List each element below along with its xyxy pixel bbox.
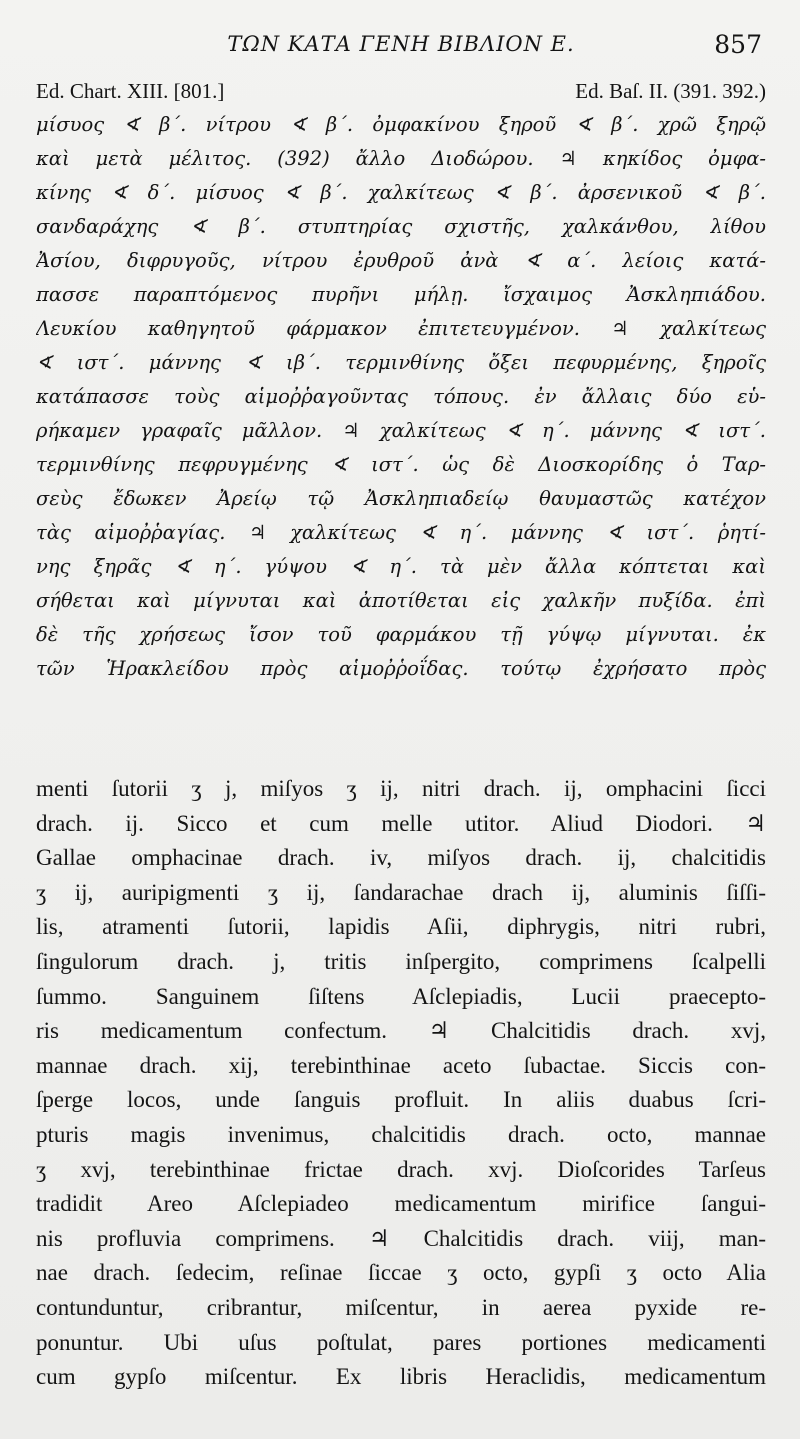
greek-text-line: σανδαράχης ∢ β΄. στυπτηρίας σχιστῆς, χαλκάνθου, λίθου <box>36 215 766 238</box>
latin-text-line: menti ſutorii ʒ j, miſyos ʒ ij, nitri drach. ij, omphacini ſicci <box>36 776 766 801</box>
greek-text-line: σήθεται καὶ μίγνυται καὶ ἀποτίθεται εἰς χαλκῆν πυξίδα. ἐπὶ <box>36 589 766 612</box>
greek-text-line: τῶν Ἡρακλείδου πρὸς αἱμοῤῥοΐδας. τούτῳ ἐχρήσατο πρὸς <box>36 657 766 680</box>
greek-text-block <box>36 108 766 686</box>
latin-text-line: ſperge locos, unde ſanguis profluit. In aliis duabus ſcri- <box>36 1087 766 1113</box>
greek-text-line: τὰς αἱμοῤῥαγίας. ♃ χαλκίτεως ∢ η΄. μάννης ∢ ιστ΄. ῥητί- <box>36 521 766 544</box>
greek-text-line: Ἀσίου, διφρυγοῦς, νίτρου ἐρυθροῦ ἀνὰ ∢ α΄. λείοις κατά- <box>36 249 766 272</box>
latin-text-line: ris medicamentum confectum. ♃ Chalcitidis drach. xvj, <box>36 1018 766 1044</box>
greek-text-line: τερμινθίνης πεφρυγμένης ∢ ιστ΄. ὡς δὲ Διοσκορίδης ὁ Ταρ- <box>36 453 766 476</box>
greek-text-line: καὶ μετὰ μέλιτος. (392) ἄλλο Διοδώρου. ♃ κηκίδος ὀμφα- <box>36 147 766 170</box>
greek-text-line: πασσε παραπτόμενος πυρῆνι μήλῃ. ἴσχαιμος Ἀσκληπιάδου. <box>36 283 766 306</box>
greek-text-line: κίνης ∢ δ΄. μίσυος ∢ β΄. χαλκίτεως ∢ β΄. ἀρσενικοῦ ∢ β΄. <box>36 181 766 204</box>
latin-text-line: ponuntur. Ubi uſus poſtulat, pares portiones medicamenti <box>36 1329 766 1355</box>
edition-basel: Ed. Baſ. II. (391. 392.) <box>575 79 766 103</box>
greek-text-line: μίσυος ∢ β΄. νίτρου ∢ β΄. ὀμφακίνου ξηροῦ ∢ β΄. χρῶ ξηρῷ <box>36 113 766 136</box>
greek-text-line: σεὺς ἔδωκεν Ἀρείῳ τῷ Ἀσκληπιαδείῳ θαυμαστῶς κατέχον <box>36 487 766 510</box>
latin-text-line: drach. ij. Sicco et cum melle utitor. Aliud Diodori. ♃ <box>36 810 766 836</box>
greek-text-line: νης ξηρᾶς ∢ η΄. γύψου ∢ η΄. τὰ μὲν ἄλλα κόπτεται καὶ <box>36 555 766 578</box>
running-title: ΤΩΝ ΚΑΤΑ ΓΕΝΗ ΒΙΒΛΙΟΝ Ε. <box>227 32 575 56</box>
latin-text-line: ſingulorum drach. j, tritis inſpergito, comprimens ſcalpelli <box>36 948 766 974</box>
greek-text-line: ρήκαμεν γραφαῖς μᾶλλον. ♃ χαλκίτεως ∢ η΄. μάννης ∢ ιστ΄. <box>36 419 766 442</box>
latin-text-line: nis profluvia comprimens. ♃ Chalcitidis drach. viij, man- <box>36 1225 766 1251</box>
latin-text-line: cum gypſo miſcentur. Ex libris Heraclidis, medicamentum <box>36 1364 766 1390</box>
greek-text-line: Λευκίου καθηγητοῦ φάρμακον ἐπιτετευγμένον. ♃ χαλκίτεως <box>36 317 766 340</box>
page-number: 857 <box>714 30 762 59</box>
edition-chartier: Ed. Chart. XIII. [801.] <box>36 79 225 103</box>
greek-text-line: δὲ τῆς χρήσεως ἴσον τοῦ φαρμάκου τῇ γύψῳ μίγνυται. ἐκ <box>36 623 766 646</box>
latin-text-line: ʒ xvj, terebinthinae frictae drach. xvj. Dioſcorides Tarſeus <box>36 1156 766 1182</box>
edition-line <box>36 76 766 106</box>
latin-text-line: ʒ ij, auripigmenti ʒ ij, ſandarachae drach ij, aluminis ſiſſi- <box>36 879 766 905</box>
latin-text-line: lis, atramenti ſutorii, lapidis Aſii, diphrygis, nitri rubri, <box>36 914 766 940</box>
latin-text-line: mannae drach. xij, terebinthinae aceto ſubactae. Siccis con- <box>36 1052 766 1078</box>
latin-text-block <box>36 772 766 1395</box>
latin-text-line: tradidit Areo Aſclepiadeo medicamentum mirifice ſangui- <box>36 1191 766 1217</box>
running-head <box>36 30 766 70</box>
latin-text-line: contunduntur, cribrantur, miſcentur, in aerea pyxide re- <box>36 1294 766 1320</box>
latin-text-line: nae drach. ſedecim, reſinae ſiccae ʒ octo, gypſi ʒ octo Alia <box>36 1260 766 1286</box>
greek-text-line: ∢ ιστ΄. μάννης ∢ ιβ΄. τερμινθίνης ὄξει πεφυρμένης, ξηροῖς <box>36 351 766 374</box>
latin-text-line: pturis magis invenimus, chalcitidis drach. octo, mannae <box>36 1121 766 1147</box>
greek-text-line: κατάπασσε τοὺς αἱμοῤῥαγοῦντας τόπους. ἐν ἄλλαις δύο εὑ- <box>36 385 766 408</box>
latin-text-line: ſummo. Sanguinem ſiſtens Aſclepiadis, Lucii praecepto- <box>36 983 766 1009</box>
latin-text-line: Gallae omphacinae drach. iv, miſyos drach. ij, chalcitidis <box>36 845 766 871</box>
